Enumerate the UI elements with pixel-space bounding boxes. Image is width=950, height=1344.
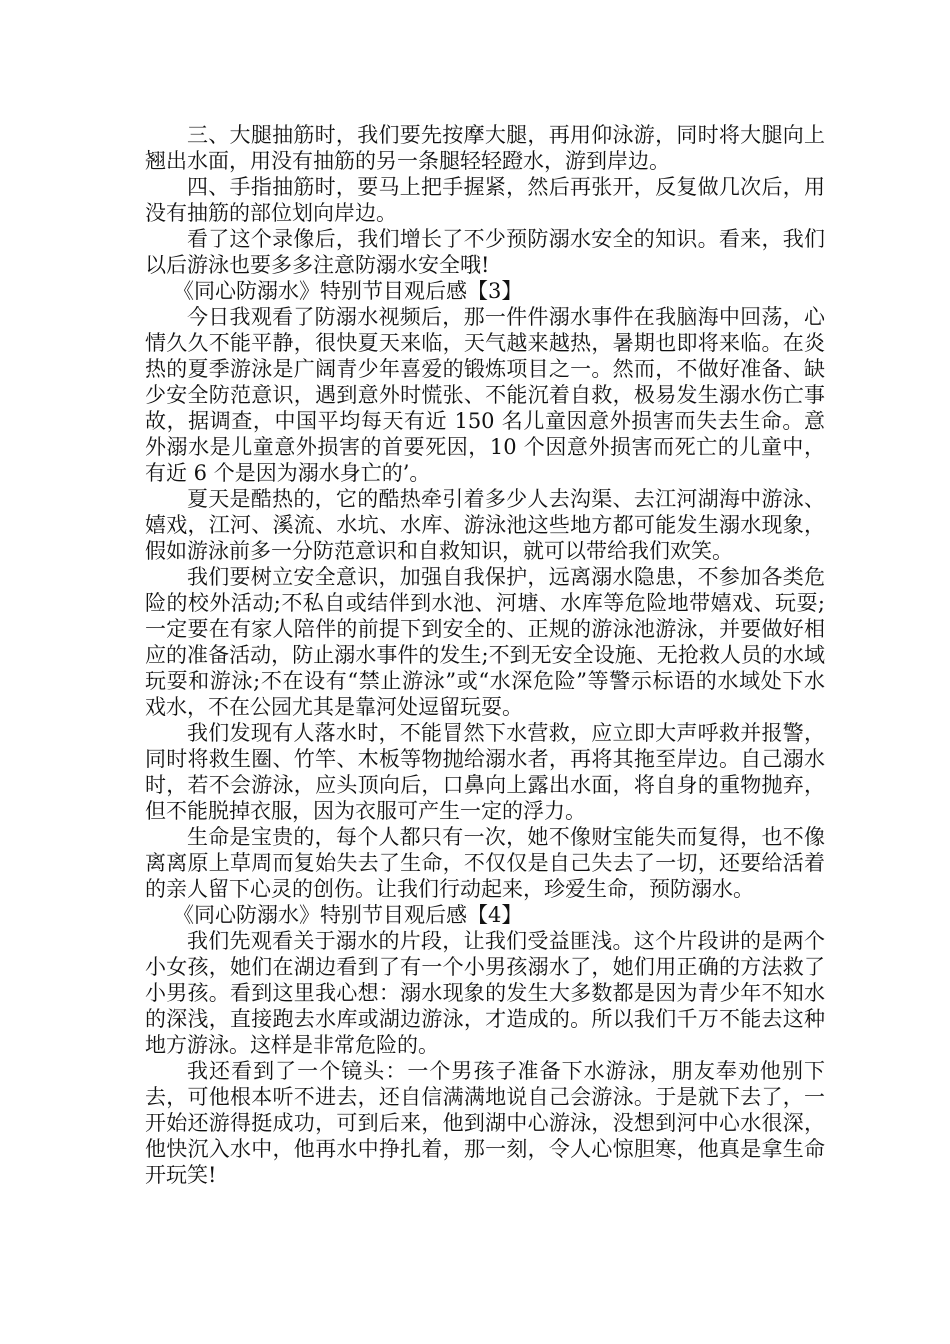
paragraph-leg-cramp: 三、大腿抽筋时，我们要先按摩大腿，再用仰泳游，同时将大腿向上翘出水面，用没有抽筋的另一条腿轻轻蹬水，游到岸边。: [145, 123, 825, 173]
paragraph-conclusion: 看了这个录像后，我们增长了不少预防溺水安全的知识。看来，我们以后游泳也要多多注意防溺水安全哦!: [145, 227, 825, 277]
paragraph-video-reflection: 今日我观看了防溺水视频后，那一件件溺水事件在我脑海中回荡，心情久久不能平静，很快夏天来临，天气越来越热，暑期也即将来临。在炎热的夏季游泳是广阔青少年喜爱的锻炼项目之一。然而，不做好准备、缺少安全防范意识，遇到意外时慌张、不能沉着自救，极易发生溺水伤亡事故，据调查，中国平均每天有近 150 名儿童因意外损害而失去生命。意外溺水是儿童意外损害的首要死因，10 个因意外损害而死亡的儿童中，有近 6 个是因为溺水身亡的’。: [145, 305, 825, 485]
section-heading-4: 《同心防溺水》特别节目观后感【4】: [173, 903, 523, 927]
paragraph-clip-boy: 我还看到了一个镜头：一个男孩子准备下水游泳，朋友奉劝他别下去，可他根本听不进去，还自信满满地说自己会游泳。于是就下去了，一开始还游得挺成功，可到后来，他到湖中心游泳，没想到河中心水很深，他快沉入水中，他再水中挣扎着，那一刻，令人心惊胆寒，他真是拿生命开玩笑!: [145, 1059, 825, 1187]
paragraph-summer: 夏天是酷热的，它的酷热牵引着多少人去沟渠、去江河湖海中游泳、嬉戏，江河、溪流、水坑、水库、游泳池这些地方都可能发生溺水现象，假如游泳前多一分防范意识和自救知识，就可以带给我们欢笑。: [145, 487, 825, 563]
paragraph-rescue: 我们发现有人落水时，不能冒然下水营救，应立即大声呼救并报警，同时将救生圈、竹竿、木板等物抛给溺水者，再将其拖至岸边。自己溺水时，若不会游泳，应头顶向后，口鼻向上露出水面，将自身的重物抛弃，但不能脱掉衣服，因为衣服可产生一定的浮力。: [145, 721, 825, 823]
paragraph-finger-cramp: 四、手指抽筋时，要马上把手握紧，然后再张开，反复做几次后，用没有抽筋的部位划向岸边。: [145, 175, 825, 225]
section-heading-3: 《同心防溺水》特别节目观后感【3】: [173, 279, 523, 303]
paragraph-safety-awareness: 我们要树立安全意识，加强自我保护，远离溺水隐患，不参加各类危险的校外活动;不私自或结伴到水池、河塘、水库等危险地带嬉戏、玩耍;一定要在有家人陪伴的前提下到安全的、正规的游泳池游泳，并要做好相应的准备活动，防止溺水事件的发生;不到无安全设施、无抢救人员的水域玩耍和游泳;不在设有“禁止游泳”或“水深危险”等警示标语的水域处下水戏水，不在公园尤其是靠河处逗留玩耍。: [145, 565, 825, 719]
paragraph-clip-girls: 我们先观看关于溺水的片段，让我们受益匪浅。这个片段讲的是两个小女孩，她们在湖边看到了有一个小男孩溺水了，她们用正确的方法救了小男孩。看到这里我心想：溺水现象的发生大多数都是因为青少年不知水的深浅，直接跑去水库或湖边游泳，才造成的。所以我们千万不能去这种地方游泳。这样是非常危险的。: [145, 929, 825, 1057]
paragraph-life-precious: 生命是宝贵的，每个人都只有一次，她不像财宝能失而复得，也不像离离原上草周而复始失去了生命，不仅仅是自己失去了一切，还要给活着的亲人留下心灵的创伤。让我们行动起来，珍爱生命，预防溺水。: [145, 825, 825, 901]
document-page: [145, 122, 825, 1188]
